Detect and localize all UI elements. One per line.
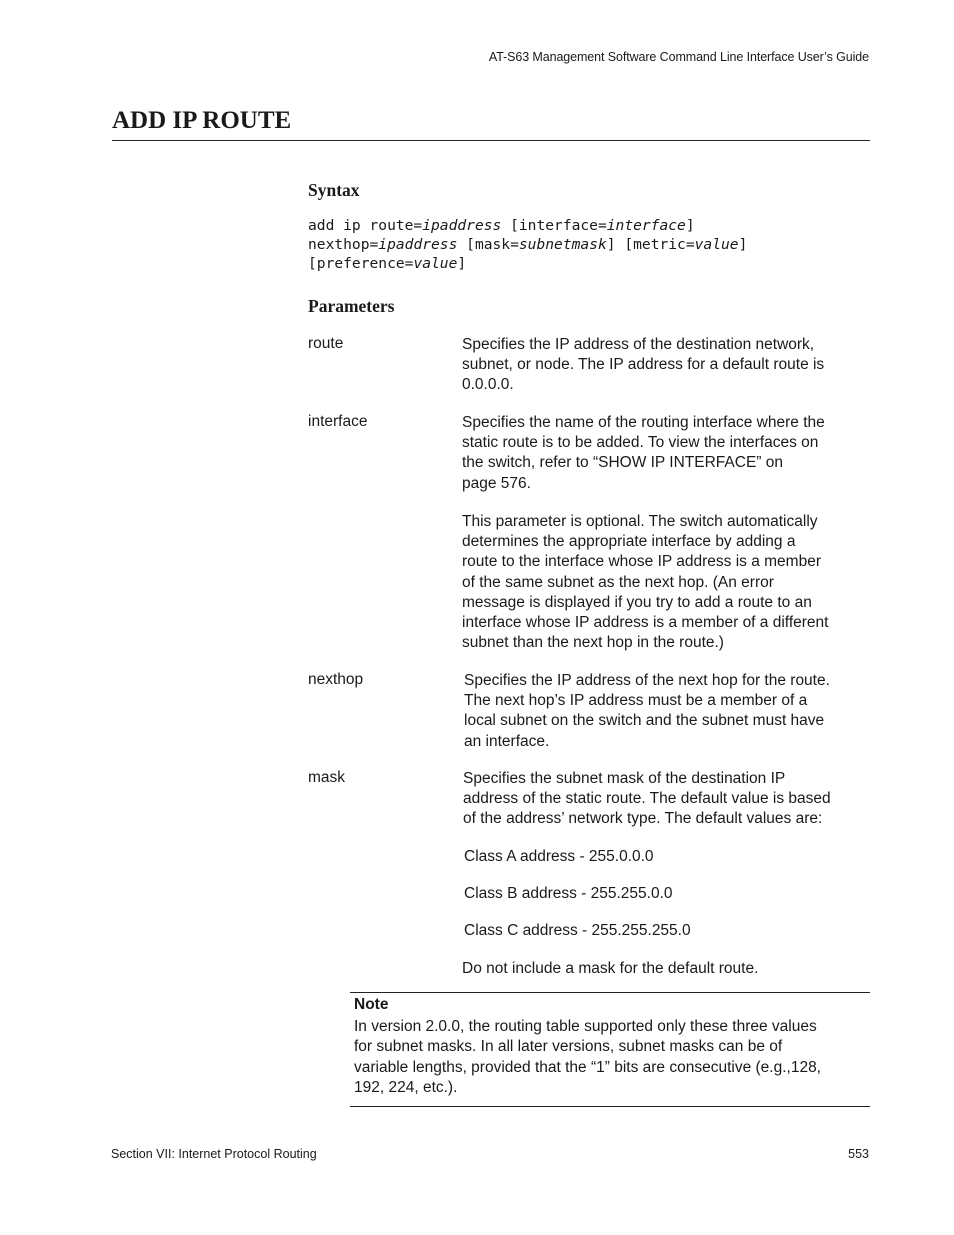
syntax-heading: Syntax: [308, 180, 360, 200]
syntax-block: [308, 216, 868, 273]
mask-default-note: Do not include a mask for the default route.: [462, 960, 759, 977]
footer-page-number: 553: [848, 1147, 869, 1161]
param-name-mask: mask: [308, 769, 346, 786]
syntax-line-1: add ip route=ipaddress [interface=interface]: [308, 217, 695, 234]
note-bottom-rule: [350, 1106, 870, 1107]
parameters-heading: Parameters: [308, 296, 395, 316]
page-title: ADD IP ROUTE: [112, 107, 292, 134]
note-body: In version 2.0.0, the routing table supported only these three values for subnet masks. In all later versions, subnet masks can be of variable lengths, provided that the “1” bits are consecutive (e.g.,128, 192, 224, etc.).: [354, 1018, 821, 1097]
footer-section: Section VII: Internet Protocol Routing: [111, 1147, 317, 1161]
note-title: Note: [354, 996, 389, 1013]
param-name-route: route: [308, 335, 344, 352]
running-header: AT-S63 Management Software Command Line Interface User’s Guide: [488, 50, 869, 64]
param-desc-interface: Specifies the name of the routing interface where the static route is to be added. To view the interfaces on the switch, refer to “SHOW IP INTERFACE” on page 576.: [462, 414, 825, 492]
title-rule: [112, 140, 870, 141]
param-name-interface: interface: [308, 413, 368, 430]
param-desc-route: Specifies the IP address of the destination network, subnet, or node. The IP address for a default route is 0.0.0.0.: [462, 336, 825, 394]
param-desc-mask: Specifies the subnet mask of the destination IP address of the static route. The default value is based of the address’ network type. The default values are:: [463, 770, 831, 828]
note-top-rule: [350, 992, 870, 993]
mask-class-c: Class C address - 255.255.255.0: [464, 922, 691, 939]
syntax-line-3: [preference=value]: [308, 255, 467, 272]
param-desc-interface-optional: This parameter is optional. The switch automatically determines the appropriate interface by adding a route to the interface whose IP address is a member of the same subnet as the next hop. (An error message is displayed if you try to add a route to an interface whose IP address is a member of a different subnet than the next hop in the route.): [462, 513, 829, 652]
mask-class-a: Class A address - 255.0.0.0: [464, 848, 654, 865]
param-name-nexthop: nexthop: [308, 671, 364, 688]
param-desc-nexthop: Specifies the IP address of the next hop for the route. The next hop’s IP address must be a member of a local subnet on the switch and the subnet must have an interface.: [464, 672, 830, 750]
mask-class-b: Class B address - 255.255.0.0: [464, 885, 673, 902]
syntax-line-2: nexthop=ipaddress [mask=subnetmask] [metric=value]: [308, 236, 748, 253]
